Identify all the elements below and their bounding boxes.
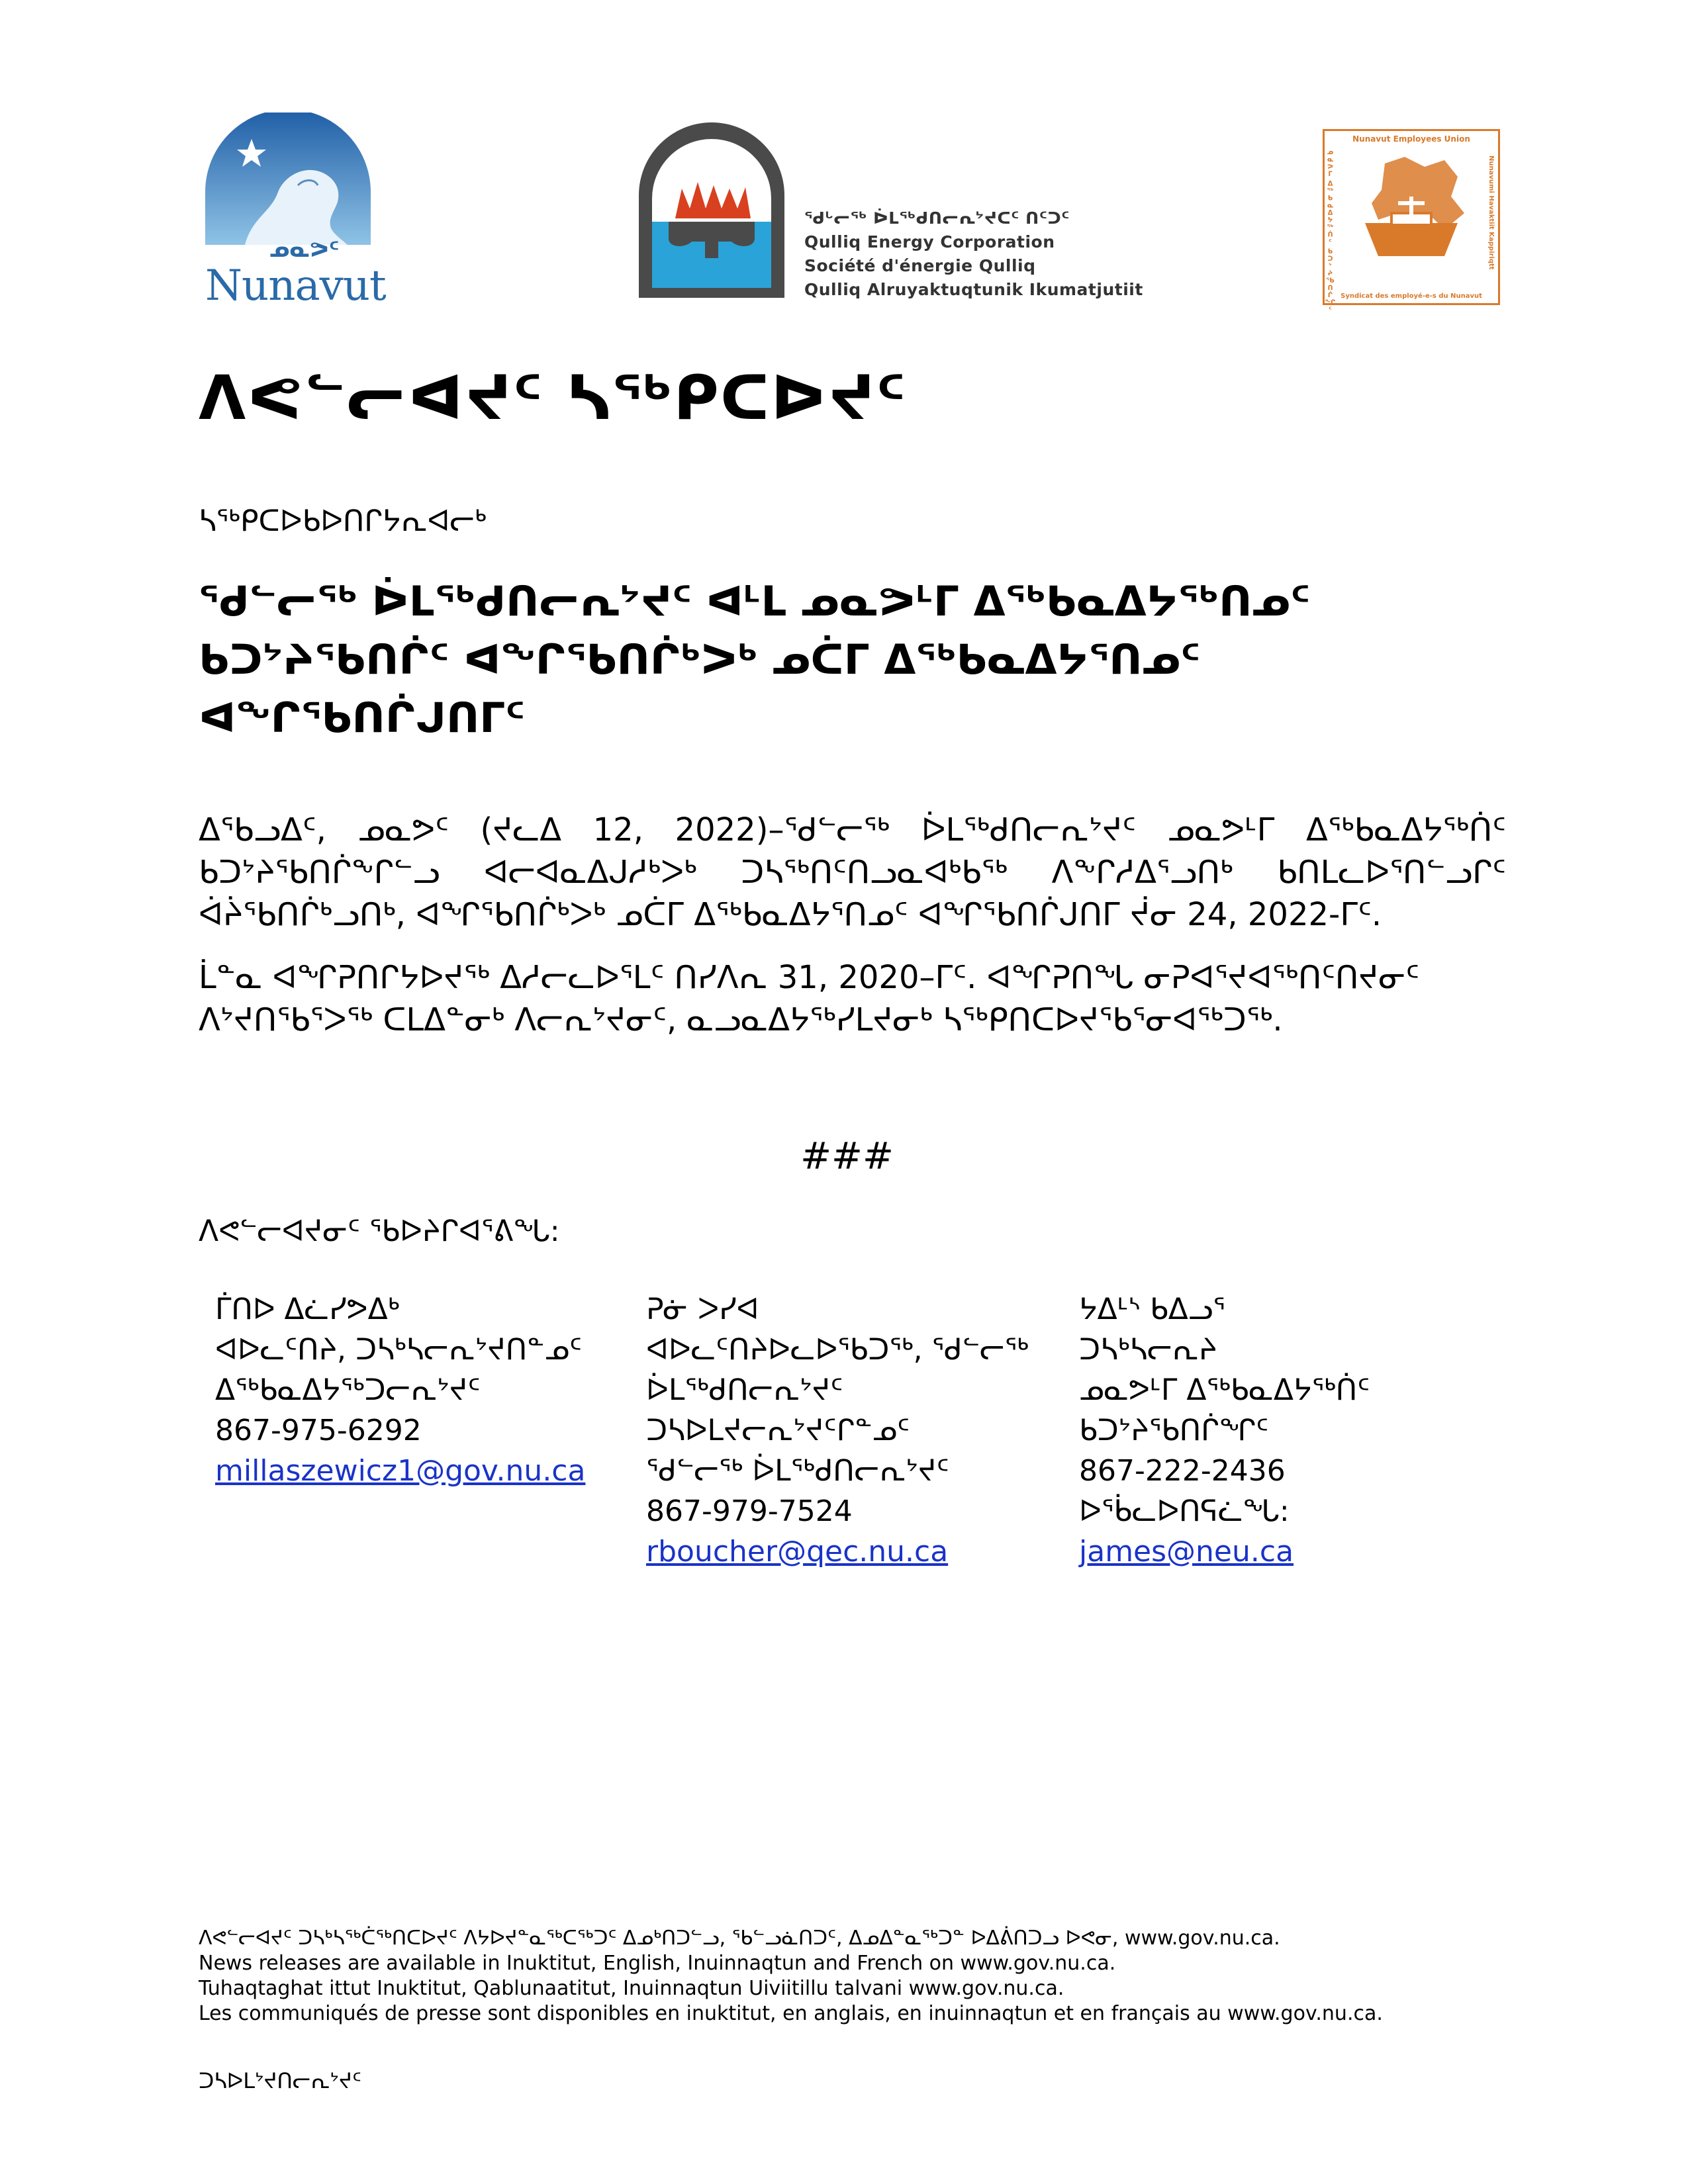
- end-of-release-mark: ###: [800, 1135, 894, 1178]
- qec-name-english: Qulliq Energy Corporation: [804, 232, 1055, 251]
- neu-name-syllabics: ᓄᓇᕗᒥ ᐃᖅᑲᓇᐃᔭᖅᑏᑦ ᑲᑐᔾᔨᖃᑎᒌᖏᑦ: [1327, 149, 1334, 314]
- release-headline: ᖁᓪᓕᖅ ᐆᒪᖅᑯᑎᓕᕆᔾᔪᑦ ᐊᒻᒪ ᓄᓇᕗᒻᒥ ᐃᖅᑲᓇᐃᔭᖅᑎᓄᑦ ᑲᑐᔾᔨᖃᑎᒌᑦ ᐊᖏᖃᑎᒌᒃᐳᒃ ᓄᑖᒥ ᐃᖅᑲᓇᐃᔭᕐᑎᓄᑦ ᐊᖏᖃᑎᒌᒍᑎᒥᑦ: [199, 577, 1311, 742]
- contact-title: ᐊᐅᓚᑦᑎᔨ, ᑐᓴᒃᓴᓕᕆᔾᔪᑎᓐᓄᑦ: [215, 1333, 583, 1367]
- footer-department-name: ᑐᓴᐅᒪᔾᔪᑎᓕᕆᔾᔪᑦ: [199, 2068, 361, 2093]
- qec-name-inuinnaqtun: Qulliq Alruyaktuqtunik Ikumatjutiit: [804, 280, 1143, 299]
- contact-organization-cont: ᑲᑐᔾᔨᖃᑎᒌᖏᑦ: [1079, 1414, 1269, 1447]
- qec-name-french: Société d'énergie Qulliq: [804, 256, 1036, 275]
- contact-title: ᑐᓴᒃᓴᓕᕆᔨ: [1079, 1333, 1217, 1367]
- contact-email-link[interactable]: millaszewicz1@gov.nu.ca: [215, 1454, 586, 1488]
- nunavut-wordmark: Nunavut: [205, 261, 386, 310]
- neu-logo: [1323, 129, 1500, 314]
- footer-line-inuinnaqtun: Tuhaqtaghat ittut Inuktitut, Qablunaatitut, Inuinnaqtun Uiviitillu talvani www.gov.nu.ca.: [199, 1977, 1064, 2000]
- nunavut-syllabics: ᓄᓇᕗᑦ: [269, 237, 340, 262]
- contact-email-link[interactable]: rboucher@qec.nu.ca: [646, 1535, 949, 1569]
- contact-block: [1079, 1289, 1370, 1572]
- body-paragraph-1: ᐃᖃᓗᐃᑦ, ᓄᓇᕗᑦ (ᔪᓚᐃ 12, 2022)–ᖁᓪᓕᖅ ᐆᒪᖅᑯᑎᓕᕆᔾᔪᑦ ᓄᓇᕗᒻᒥ ᐃᖅᑲᓇᐃᔭᖅᑏᑦ ᑲᑐᔾᔨᖃᑎᒌᖕᒋᓪᓗ ᐊᓕᐊᓇᐃᒍᓱᒃᐳᒃ ᑐᓴᖅᑎᑦᑎᓗᓇᐊᒃᑲᖅ ᐱᖕᒋᓱᐃᕐᓗᑎᒃ ᑲᑎᒪᓚᐅᕐᑎᓪᓗᒋᑦ ᐋᔩᖃᑎᒌᒃᓗᑎᒃ, ᐊᖏᖃᑎᒌᒃᐳᒃ ᓄᑖᒥ ᐃᖅᑲᓇᐃᔭᕐᑎᓄᑦ ᐊᖏᖃᑎᒌᒍᑎᒥ ᔫᓂ 24, 2022-ᒥᑦ.: [199, 811, 1506, 933]
- qec-name-syllabics: ᖁᒡᓕᖅ ᐆᒪᖅᑯᑎᓕᕆᔾᔪᑕᑦ ᑎᑦᑐᑦ: [804, 208, 1070, 228]
- qec-lamp-icon: [629, 109, 794, 308]
- neu-name-french: Syndicat des employé-e-s du Nunavut: [1341, 293, 1482, 300]
- qec-logo: [629, 109, 1143, 308]
- neu-name-english: Nunavut Employees Union: [1352, 134, 1470, 144]
- footer-line-french: Les communiqués de presse sont disponibles en inuktitut, en anglais, en inuinnaqtun et en français au www.gov.nu.ca.: [199, 2002, 1383, 2025]
- contact-organization: ᖁᓪᓕᖅ ᐆᒪᖅᑯᑎᓕᕆᔾᔪᑦ: [646, 1454, 949, 1488]
- contact-name: ᕈᓃ ᐳᓯᐊ: [646, 1293, 759, 1326]
- release-subtitle: ᓴᖅᑭᑕᐅᑲᐅᑎᒋᔭᕆᐊᓕᒃ: [199, 504, 487, 538]
- contact-title-cont: ᐆᒪᖅᑯᑎᓕᕆᔾᔪᑦ: [646, 1373, 843, 1407]
- contact-email-link[interactable]: james@neu.ca: [1079, 1535, 1294, 1569]
- contact-phone: 867-979-7524: [646, 1494, 853, 1528]
- neu-name-inuinnaqtun: Nunavumi Havaktiit Kappiriqtt: [1487, 156, 1495, 270]
- contact-name: ᒦᑎᐅ ᐃᓛᓯᕗᐃᒃ: [215, 1293, 400, 1326]
- contact-department: ᐃᖅᑲᓇᐃᔭᖅᑐᓕᕆᔾᔪᑦ: [215, 1373, 481, 1407]
- contact-email-label: ᐅᖄᓚᐅᑎᕋᓛᖓ:: [1079, 1494, 1290, 1528]
- contact-organization: ᓄᓇᕗᒻᒥ ᐃᖅᑲᓇᐃᔭᖅᑏᑦ: [1079, 1373, 1370, 1407]
- neu-emblem-icon: [1345, 150, 1478, 276]
- contact-heading: ᐱᕙᓪᓕᐊᔪᓂᑦ ᖃᐅᔨᒋᐊᕐᕕᖓ:: [199, 1214, 560, 1248]
- contact-department: ᑐᓴᐅᒪᔪᓕᕆᔾᔪᑦᒋᓐᓄᑦ: [646, 1414, 910, 1447]
- contact-block: [215, 1289, 585, 1491]
- contact-title: ᐊᐅᓚᑦᑎᔨᐅᓚᐅᖃᑐᖅ, ᖁᓪᓕᖅ: [646, 1333, 1029, 1367]
- footer-line-syllabics: ᐱᕙᓪᓕᐊᔪᑦ ᑐᓴᒃᓴᖅᑖᖅᑎᑕᐅᔪᑦ ᐱᔭᐅᔪᓐᓇᖅᑕᖅᑐᑦ ᐃᓄᒃᑎᑐᓪᓗ, ᖃᓪᓗᓈᑎᑐᑦ, ᐃᓄᐃᓐᓇᖅᑐᓐ ᐅᐃᕖᑎᑐᓗ ᐅᕙᓂ, www.gov.nu.ca.: [199, 1927, 1280, 1950]
- nunavut-logo: [199, 113, 386, 311]
- page-title: ᐱᕙᓪᓕᐊᔪᑦ ᓴᖅᑭᑕᐅᔪᑦ: [199, 363, 907, 433]
- footer-line-english: News releases are available in Inuktitut, English, Inuinnaqtun and French on www.gov.nu.ca.: [199, 1952, 1116, 1975]
- contact-name: ᔭᐃᒻᔅ ᑲᐃᓗᕐ: [1079, 1293, 1225, 1326]
- footer-availability-notice: [199, 1926, 1523, 2026]
- contact-phone: 867-975-6292: [215, 1414, 422, 1447]
- contact-block: [646, 1289, 1029, 1572]
- contact-phone: 867-222-2436: [1079, 1454, 1286, 1488]
- body-paragraph-2: ᒫᓐᓇ ᐊᖏᕈᑎᒋᔭᐅᔪᖅ ᐃᓱᓕᓚᐅᕐᒪᑦ ᑎᓯᐱᕆ 31, 2020–ᒥᑦ. ᐊᖏᕈᑎᖓ ᓂᕈᐊᕐᔪᐊᖅᑎᑦᑎᔪᓂᑦ ᐱᔾᔪᑎᖃᕐᐳᖅ ᑕᒪᐃᓐᓂᒃ ᐱᓕᕆᔾᔪᓂᑦ, ᓇᓗᓇᐃᔭᖅᓯᒪᔪᓂᒃ ᓴᖅᑭᑎᑕᐅᔪᖃᕐᓂᐊᖅᑐᖅ.: [199, 959, 1420, 1038]
